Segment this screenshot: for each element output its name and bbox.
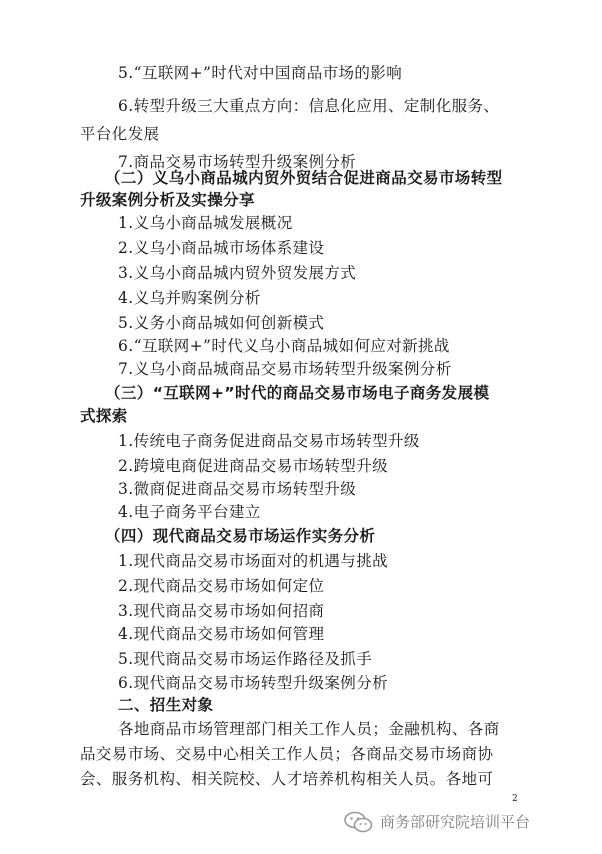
outline-item: 3.义乌小商品城内贸外贸发展方式 xyxy=(118,264,357,282)
wechat-icon xyxy=(344,811,374,833)
watermark-text: 商务部研究院培训平台 xyxy=(380,813,531,831)
outline-item: 7.义乌小商品城商品交易市场转型升级案例分析 xyxy=(118,360,452,378)
section-heading: （三）“互联网+”时代的商品交易市场电子商务发展模 xyxy=(105,384,490,402)
outline-item: 1.义乌小商品城发展概况 xyxy=(118,214,293,232)
section-heading: 二、招生对象 xyxy=(118,696,214,714)
outline-item: 3.微商促进商品交易市场转型升级 xyxy=(118,480,357,498)
outline-item: 2.跨境电商促进商品交易市场转型升级 xyxy=(118,457,388,475)
outline-item: 3.现代商品交易市场如何招商 xyxy=(118,602,325,620)
outline-item: 6.“互联网+”时代义乌小商品城如何应对新挑战 xyxy=(118,337,450,355)
outline-item: 4.电子商务平台建立 xyxy=(118,503,261,521)
body-paragraph-line: 品交易市场、交易中心相关工作人员；各商品交易市场商协 xyxy=(80,745,494,763)
body-paragraph-line: 会、服务机构、相关院校、人才培养机构相关人员。各地可 xyxy=(80,770,494,788)
outline-item: 6.转型升级三大重点方向：信息化应用、定制化服务、 xyxy=(118,97,500,115)
watermark xyxy=(344,811,530,833)
section-heading: （四）现代商品交易市场运作实务分析 xyxy=(105,527,376,545)
outline-item: 4.现代商品交易市场如何管理 xyxy=(118,625,325,643)
section-heading-continuation: 式探索 xyxy=(80,407,128,425)
outline-item: 2.义乌小商品城市场体系建设 xyxy=(118,239,325,257)
outline-item: 2.现代商品交易市场如何定位 xyxy=(118,577,325,595)
outline-item: 5.“互联网+”时代对中国商品市场的影响 xyxy=(118,64,403,82)
section-heading: （二）义乌小商品城内贸外贸结合促进商品交易市场转型 xyxy=(105,169,503,187)
outline-item: 1.传统电子商务促进商品交易市场转型升级 xyxy=(118,432,420,450)
outline-item: 7.商品交易市场转型升级案例分析 xyxy=(118,153,357,171)
outline-item: 4.义乌并购案例分析 xyxy=(118,289,261,307)
outline-item: 6.现代商品交易市场转型升级案例分析 xyxy=(118,674,388,692)
page-number: 2 xyxy=(512,794,518,804)
body-paragraph-line: 各地商品市场管理部门相关工作人员；金融机构、各商 xyxy=(118,720,500,738)
section-heading-continuation: 升级案例分析及实操分享 xyxy=(80,191,255,209)
outline-item-continuation: 平台化发展 xyxy=(80,125,160,143)
outline-item: 5.义务小商品城如何创新模式 xyxy=(118,314,325,332)
outline-item: 5.现代商品交易市场运作路径及抓手 xyxy=(118,650,373,668)
outline-item: 1.现代商品交易市场面对的机遇与挑战 xyxy=(118,552,388,570)
